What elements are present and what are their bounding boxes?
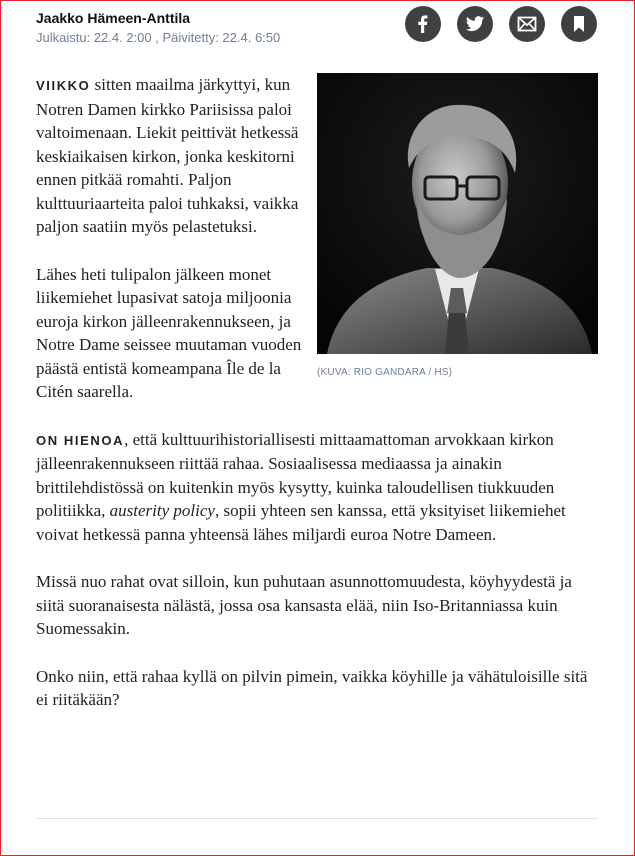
facebook-share-button[interactable] <box>405 6 441 42</box>
email-share-button[interactable] <box>509 6 545 42</box>
author-portrait-photo <box>317 73 598 354</box>
share-bar <box>405 6 597 42</box>
bookmark-button[interactable] <box>561 6 597 42</box>
email-icon <box>516 13 538 35</box>
article-paragraph <box>36 428 598 547</box>
article-end-divider <box>36 818 598 819</box>
paragraph-lead: ON HIENOA <box>36 432 125 448</box>
paragraph-text: , sopii yhteen sen kanssa, että yksityiset liikemiehet voivat hetkessä panna yhteensä lähes miljardi euroa Notre Dameen. <box>36 501 566 544</box>
article-body <box>36 73 598 736</box>
twitter-icon <box>465 14 485 34</box>
article-paragraph <box>36 665 598 712</box>
twitter-share-button[interactable] <box>457 6 493 42</box>
publish-dates: Julkaistu: 22.4. 2:00 , Päivitetty: 22.4. 6:50 <box>36 30 281 45</box>
bookmark-icon <box>569 14 589 34</box>
photo-caption: (KUVA: RIO GANDARA / HS) <box>317 367 453 378</box>
paragraph-text: , että kulttuurihistoriallisesti mittaamattoman arvokkaan kirkon jälleenrakennukseen riittää rahaa. Sosiaalisessa mediaassa ja ainakin brittilehdistössä on kuitenkin myös kysytty, kuinka taloudellisen tiukkuuden politiikka, <box>36 429 555 520</box>
article-paragraph <box>36 570 598 641</box>
author-name[interactable]: Jaakko Hämeen-Anttila <box>36 10 191 26</box>
paragraph-lead: VIIKKO <box>36 78 91 93</box>
article-figure <box>317 73 598 380</box>
paragraph-text: Missä nuo rahat ovat silloin, kun puhutaan asunnottomuudesta, köyhyydestä ja siitä suoranaisesta nälästä, jossa osa kansasta elää, niin Iso-Britanniassa kuin Suomessakin. <box>36 572 572 638</box>
paragraph-text: Onko niin, että rahaa kyllä on pilvin pimein, vaikka köyhille ja vähätuloisille sitä ei riitäkään? <box>36 666 588 709</box>
byline <box>36 9 280 47</box>
paragraph-text: Lähes heti tulipalon jälkeen monet liikemiehet lupasivat satoja miljoonia euroja kirkon jälleenrakennukseen, ja Notre Dame seissee muutaman vuoden päästä entistä komeampana Île de la Citén saarella. <box>36 264 302 401</box>
facebook-icon <box>413 14 433 34</box>
paragraph-italic-term: austerity policy <box>109 501 215 520</box>
paragraph-text: sitten maailma järkyttyi, kun Notren Damen kirkko Pariisissa paloi valtoimenaan. Liekit peittivät hetkessä keskiaikaisen kirkon, jonka keskitorni ennen pitkää romahti. Paljon kulttuuriaarteita paloi tuhkaksi, vaikka paljon saatiin myös pelastetuksi. <box>36 75 299 236</box>
